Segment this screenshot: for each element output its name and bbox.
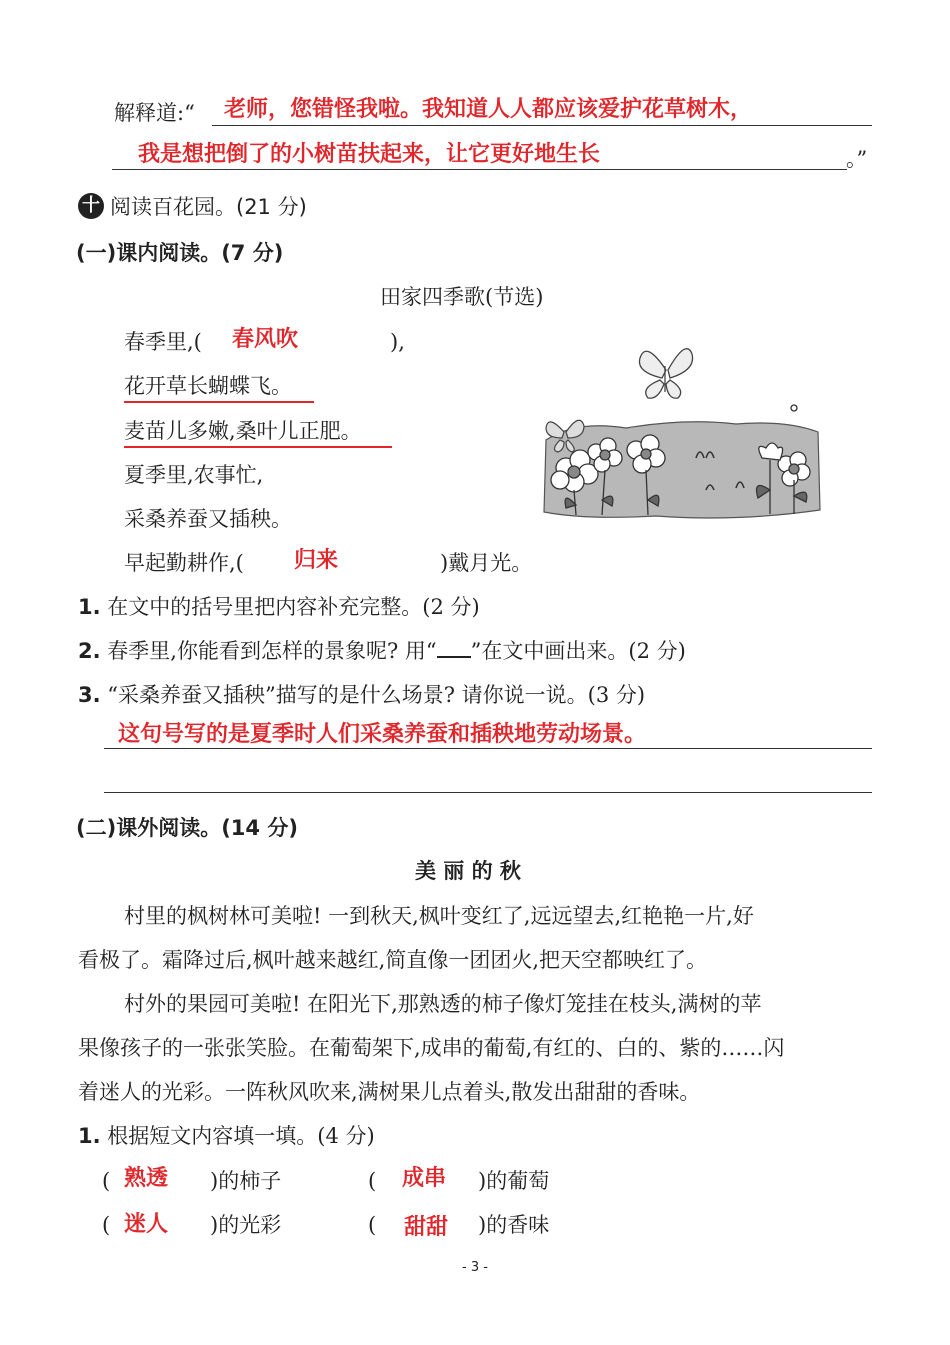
poem-title-row [380, 284, 543, 310]
explanation-answer-line1: 老师，您错怪我啦。我知道人人都应该爱护花草树木， [224, 97, 753, 122]
question-2-text-before: 春季里,你能看到怎样的景象呢? 用“ [107, 639, 437, 663]
page-number: - 3 - [462, 1260, 488, 1275]
para2-line2: 果像孩子的一张张笑脸。在葡萄架下,成串的葡萄,有红的、白的、紫的……闪 [78, 1036, 785, 1060]
question-1-text: 在文中的括号里把内容补充完整。(2 分) [107, 595, 480, 619]
answer-underline-1 [212, 125, 872, 126]
fill-1-suffix: )的柿子 [210, 1169, 282, 1193]
poem-line-1-before: 春季里,( [124, 330, 202, 354]
section-title: 阅读百花园。(21 分) [110, 195, 307, 219]
part2-question-1 [78, 1123, 375, 1149]
explanation-close-quote: 。” [846, 147, 868, 171]
question-3-answer: 这句号写的是夏季时人们采桑养蚕和插秧地劳动场景。 [118, 722, 647, 747]
fill-2-suffix: )的葡萄 [478, 1169, 550, 1193]
explanation-prefix: 解释道:“ [114, 101, 195, 125]
fill-3-answer: 迷人 [124, 1212, 169, 1237]
poem-line-1-after: ), [390, 330, 405, 354]
para1-line2: 看极了。霜降过后,枫叶越来越红,简直像一团团火,把天空都映红了。 [78, 948, 708, 972]
part2-question-1-number: 1. [78, 1124, 101, 1148]
underline-symbol [437, 638, 471, 658]
poem-title-note: (节选) [485, 285, 544, 309]
question-2-text-after: ”在文中画出来。(2 分) [470, 639, 686, 663]
article-title: 美 丽 的 秋 [415, 859, 521, 883]
question-2 [78, 638, 686, 664]
explanation-answer-line2: 我是想把倒了的小树苗扶起来，让它更好地生长 [138, 142, 601, 167]
fill-4-open: ( [368, 1213, 377, 1237]
poem-line-4: 夏季里,农事忙, [124, 463, 264, 487]
poem-line-1-answer: 春风吹 [232, 327, 299, 352]
part1-heading: (一)课内阅读。(7 分) [76, 241, 284, 265]
question-3-text: “采桑养蚕又插秧”描写的是什么场景? 请你说一说。(3 分) [107, 683, 646, 707]
question-3-number: 3. [78, 683, 101, 707]
poem-line-6-before: 早起勤耕作,( [124, 551, 244, 575]
answer-line-2 [104, 792, 872, 793]
para2-line3: 着迷人的光彩。一阵秋风吹来,满树果儿点着头,散发出甜甜的香味。 [78, 1080, 701, 1104]
fill-4-answer: 甜甜 [404, 1215, 449, 1240]
para1-line1: 村里的枫树林可美啦! 一到秋天,枫叶变红了,远远望去,红艳艳一片,好 [124, 904, 754, 928]
poem-line-3: 麦苗儿多嫩,桑叶儿正肥。 [124, 419, 362, 443]
fill-4-suffix: )的香味 [478, 1213, 550, 1237]
part2-question-1-text: 根据短文内容填一填。(4 分) [107, 1124, 375, 1148]
para2-line1: 村外的果园可美啦! 在阳光下,那熟透的柿子像灯笼挂在枝头,满树的苹 [124, 992, 762, 1016]
part2-heading: (二)课外阅读。(14 分) [76, 816, 298, 840]
answer-line-1 [104, 748, 872, 749]
underline-mark-1 [124, 401, 314, 403]
butterfly-icon [639, 349, 692, 399]
fill-1-open: ( [102, 1169, 111, 1193]
question-1 [78, 594, 480, 620]
fill-2-open: ( [368, 1169, 377, 1193]
fill-2-answer: 成串 [402, 1166, 447, 1191]
fill-1-answer: 熟透 [124, 1166, 169, 1191]
section-number-icon: 十 [78, 193, 104, 219]
garden-illustration [536, 340, 826, 530]
answer-underline-2 [112, 169, 847, 170]
poem-line-2: 花开草长蝴蝶飞。 [124, 374, 292, 398]
poem-line-6-after: )戴月光。 [440, 551, 533, 575]
question-1-number: 1. [78, 595, 101, 619]
fill-3-open: ( [102, 1213, 111, 1237]
underline-mark-2 [124, 446, 392, 448]
poem-line-6-answer: 归来 [294, 548, 339, 573]
question-2-number: 2. [78, 639, 101, 663]
question-3 [78, 682, 645, 708]
fill-3-suffix: )的光彩 [210, 1213, 282, 1237]
poem-line-5: 采桑养蚕又插秧。 [124, 507, 292, 531]
poem-title: 田家四季歌 [380, 285, 485, 309]
